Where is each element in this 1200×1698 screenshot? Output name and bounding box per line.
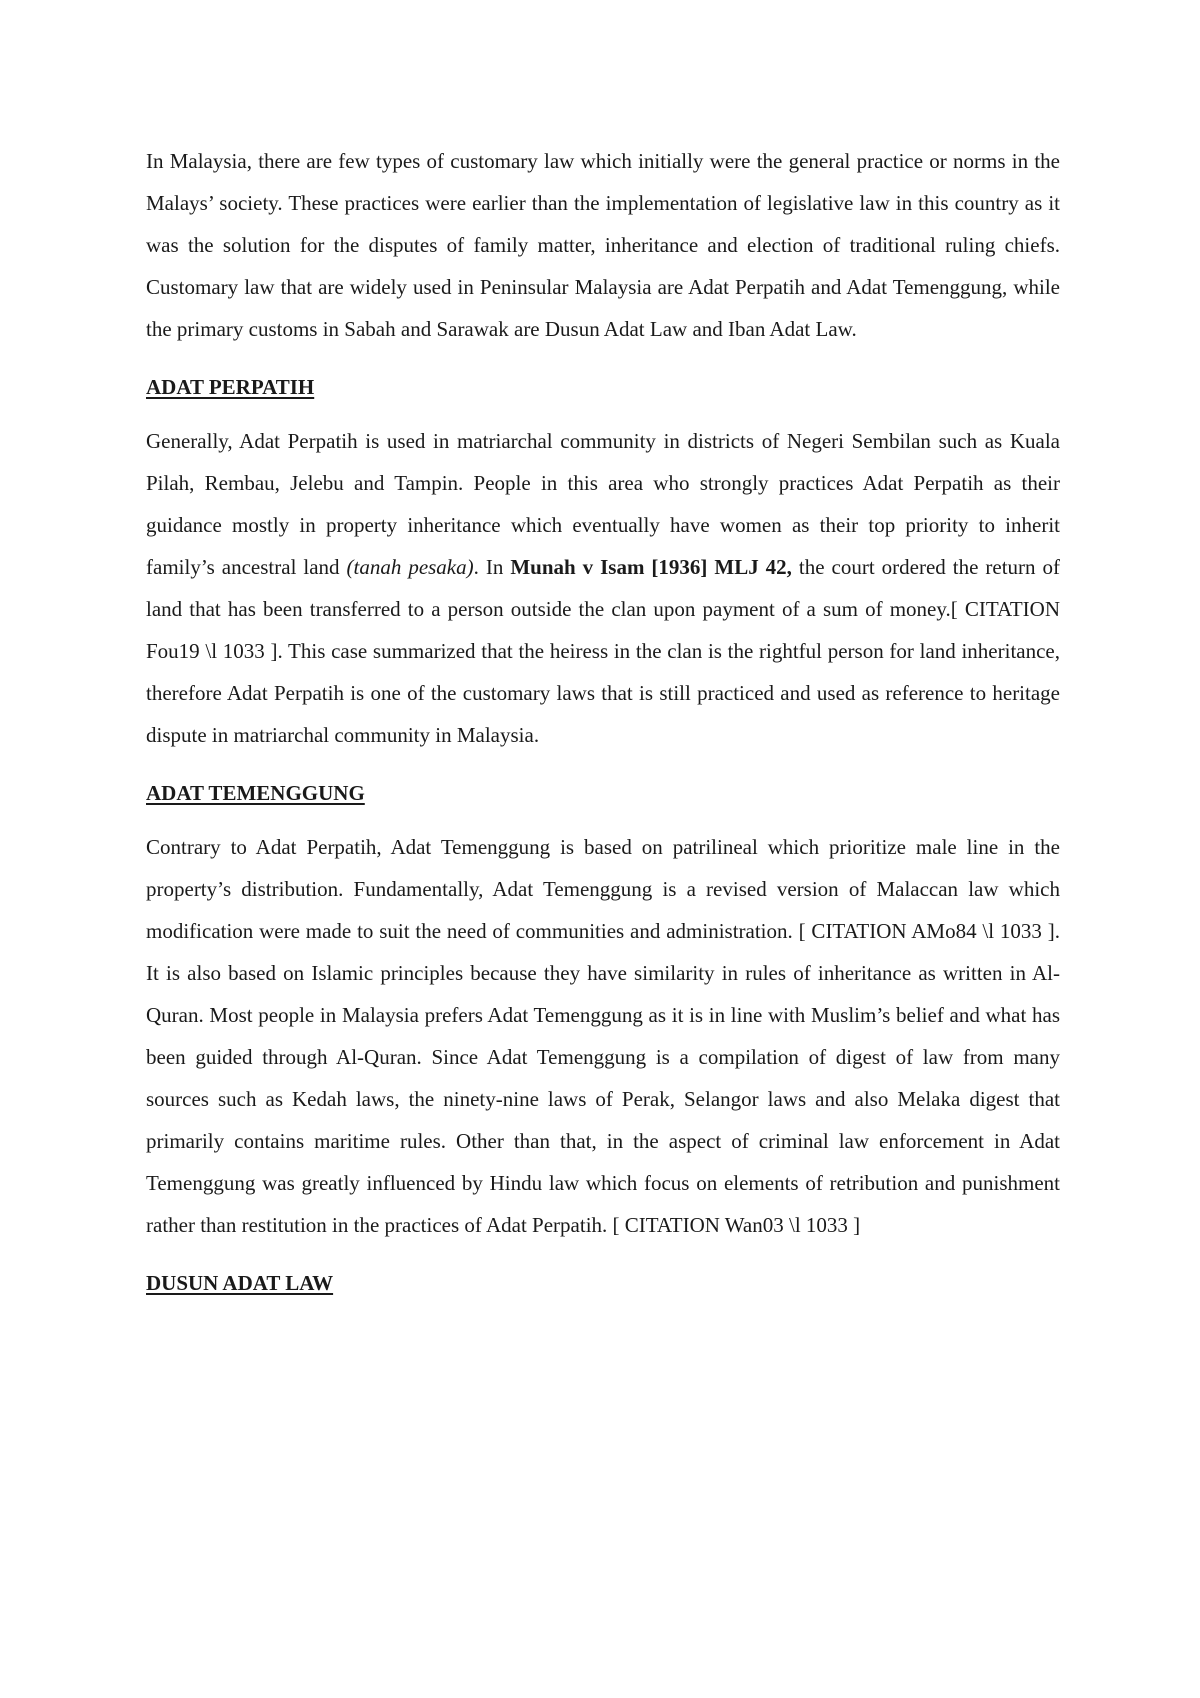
- perpatih-case-citation: Munah v Isam [1936] MLJ 42,: [510, 555, 792, 579]
- adat-temenggung-paragraph: Contrary to Adat Perpatih, Adat Temenggung is based on patrilineal which prioritize male line in the property’s distribution. Fundamentally, Adat Temenggung is a revised version of Malaccan law which modification were made to suit the need of communities and administration. [ CITATION AMo84 \l 1033 ]. It is also based on Islamic principles because they have similarity in rules of inheritance as written in Al-Quran. Most people in Malaysia prefers Adat Temenggung as it is in line with Muslim’s belief and what has been guided through Al-Quran. Since Adat Temenggung is a compilation of digest of law from many sources such as Kedah laws, the ninety-nine laws of Perak, Selangor laws and also Melaka digest that primarily contains maritime rules. Other than that, in the aspect of criminal law enforcement in Adat Temenggung was greatly influenced by Hindu law which focus on elements of retribution and punishment rather than restitution in the practices of Adat Perpatih. [ CITATION Wan03 \l 1033 ]: [146, 835, 1060, 1237]
- intro-paragraph: In Malaysia, there are few types of customary law which initially were the general practice or norms in the Malays’ society. These practices were earlier than the implementation of legislative law in this country as it was the solution for the disputes of family matter, inheritance and election of traditional ruling chiefs. Customary law that are widely used in Peninsular Malaysia are Adat Perpatih and Adat Temenggung, while the primary customs in Sabah and Sarawak are Dusun Adat Law and Iban Adat Law.: [146, 149, 1060, 341]
- perpatih-italic-term: (tanah pesaka): [346, 555, 474, 579]
- perpatih-text-2: . In: [473, 555, 511, 579]
- heading-adat-perpatih: ADAT PERPATIH: [146, 375, 315, 399]
- adat-perpatih-paragraph: [146, 420, 1060, 756]
- document-page: [146, 140, 1060, 1316]
- heading-dusun-adat-law: DUSUN ADAT LAW: [146, 1271, 334, 1295]
- perpatih-text-3: the court ordered the return of land that has been transferred to a person outside the clan upon payment of a sum of money.[ CITATION Fou19 \l 1033 ]. This case summarized that the heiress in the clan is the rightful person for land inheritance, therefore Adat Perpatih is one of the customary laws that is still practiced and used as reference to heritage dispute in matriarchal community in Malaysia.: [146, 555, 1060, 747]
- heading-adat-temenggung: ADAT TEMENGGUNG: [146, 781, 365, 805]
- perpatih-text-1: Generally, Adat Perpatih is used in matriarchal community in districts of Negeri Sembilan such as Kuala Pilah, Rembau, Jelebu and Tampin. People in this area who strongly practices Adat Perpatih as their guidance mostly in property inheritance which eventually have women as their top priority to inherit family’s ancestral land: [146, 429, 1060, 579]
